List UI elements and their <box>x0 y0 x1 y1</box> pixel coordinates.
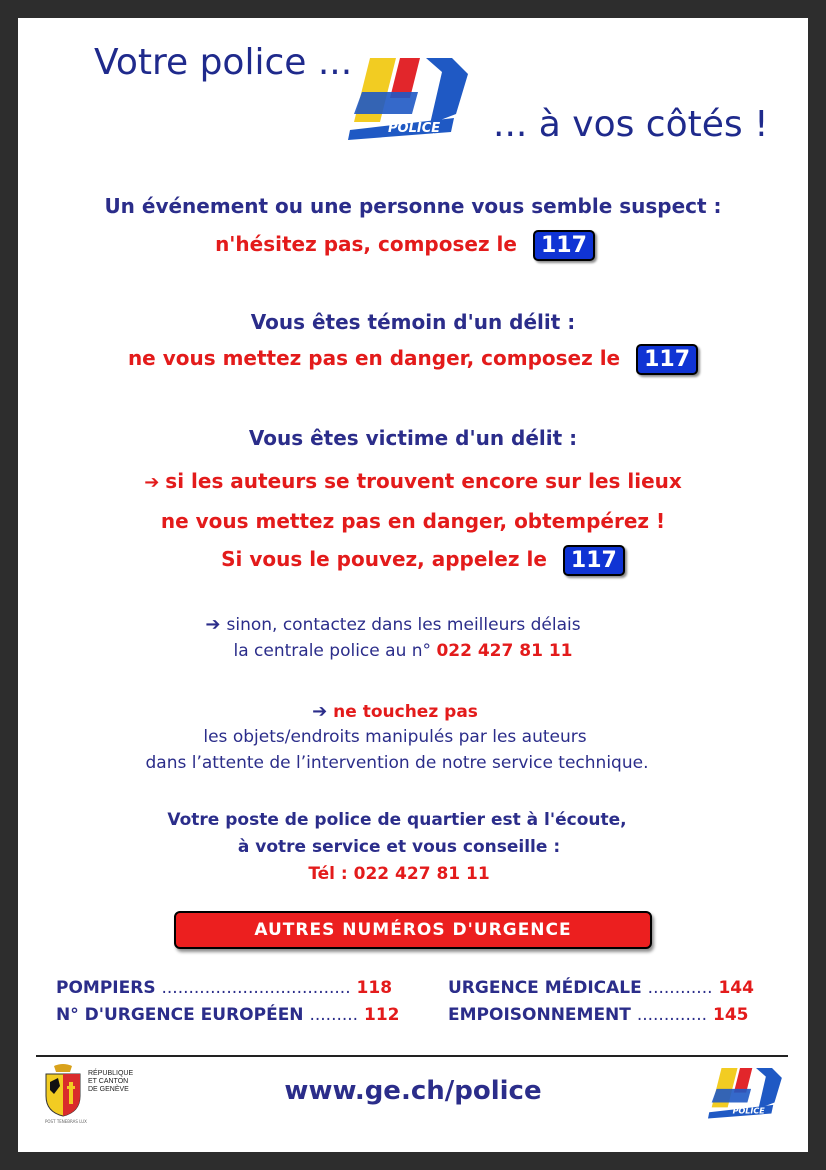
republique-line2: ET CANTON <box>88 1078 129 1085</box>
poste-line2: à votre service et vous conseille : <box>237 837 561 857</box>
emergency-label: POMPIERS <box>56 978 156 998</box>
donttouch-title: ne touchez pas <box>333 702 478 722</box>
website-url[interactable]: www.ge.ch/police <box>284 1076 542 1106</box>
police-logo-small <box>708 1064 788 1120</box>
witness-action: ne vous mettez pas en danger, composez le <box>127 346 621 370</box>
urgences-title-bar: AUTRES NUMÉROS D'URGENCE <box>174 911 652 949</box>
arrow-icon: ➔ <box>144 472 160 493</box>
logo-text: POLICE <box>388 121 441 136</box>
arrow-icon: ➔ <box>205 614 221 635</box>
central-phone: 022 427 81 11 <box>436 641 573 661</box>
header-right-title: ... à vos côtés ! <box>493 104 769 145</box>
emergency-item-medicale <box>448 978 754 998</box>
otherwise-line2: la centrale police au n° <box>233 641 432 661</box>
emergency-dots: ......... <box>309 1005 359 1025</box>
victim-question: Vous êtes victime d'un délit : <box>248 426 578 450</box>
suspect-action-row <box>10 230 800 261</box>
republique-line1: RÉPUBLIQUE <box>88 1070 134 1077</box>
victim-line1: si les auteurs se trouvent encore sur les lieux <box>165 469 682 493</box>
emergency-item-europeen <box>56 1005 400 1025</box>
motto-text: POST TENEBRAS LUX <box>45 1119 87 1124</box>
emergency-item-pompiers <box>56 978 392 998</box>
witness-question: Vous êtes témoin d'un délit : <box>250 310 576 334</box>
witness-action-row <box>18 344 808 375</box>
emergency-number: 112 <box>364 1005 400 1025</box>
poste-tel: Tél : 022 427 81 11 <box>308 864 490 884</box>
emergency-label: URGENCE MÉDICALE <box>448 978 642 998</box>
poster-sheet <box>18 18 808 1152</box>
arrow-icon: ➔ <box>312 701 328 722</box>
donttouch-line2: dans l’attente de l’intervention de notre service technique. <box>145 753 649 773</box>
emergency-label: EMPOISONNEMENT <box>448 1005 631 1025</box>
emergency-number: 145 <box>712 1005 749 1025</box>
poste-line1: Votre poste de police de quartier est à l'écoute, <box>167 810 627 830</box>
suspect-117-badge: 117 <box>533 230 595 261</box>
footer-divider <box>36 1055 788 1057</box>
logo-text: POLICE <box>732 1106 765 1116</box>
suspect-question: Un événement ou une personne vous semble suspect : <box>104 194 722 218</box>
otherwise-line1-row <box>0 614 788 635</box>
logo-subtext: GENÈVE <box>418 134 445 141</box>
donttouch-line1: les objets/endroits manipulés par les auteurs <box>203 727 587 747</box>
emergency-label: N° D'URGENCE EUROPÉEN <box>56 1005 304 1025</box>
emergency-dots: ............ <box>647 978 713 998</box>
victim-line2: ne vous mettez pas en danger, obtempérez ! <box>160 509 666 533</box>
suspect-action: n'hésitez pas, composez le <box>215 232 517 256</box>
otherwise-line2-row <box>8 641 798 661</box>
witness-117-badge: 117 <box>636 344 698 375</box>
emergency-dots: ................................... <box>161 978 351 998</box>
emergency-number: 118 <box>356 978 393 998</box>
victim-117-badge: 117 <box>563 545 625 576</box>
victim-line3: Si vous le pouvez, appelez le <box>221 547 547 571</box>
emergency-dots: ............. <box>636 1005 708 1025</box>
victim-line3-row <box>28 545 818 576</box>
police-logo <box>348 52 478 142</box>
victim-line1-row <box>18 469 808 493</box>
republique-line3: DE GENÈVE <box>88 1086 129 1093</box>
otherwise-line1: sinon, contactez dans les meilleurs délais <box>226 615 581 635</box>
emergency-item-empoisonnement <box>448 1005 748 1025</box>
donttouch-title-row <box>0 701 790 722</box>
logo-subtext: GENÈVE <box>751 1114 768 1119</box>
emergency-number: 144 <box>718 978 754 998</box>
header-left-title: Votre police ... <box>94 42 353 83</box>
